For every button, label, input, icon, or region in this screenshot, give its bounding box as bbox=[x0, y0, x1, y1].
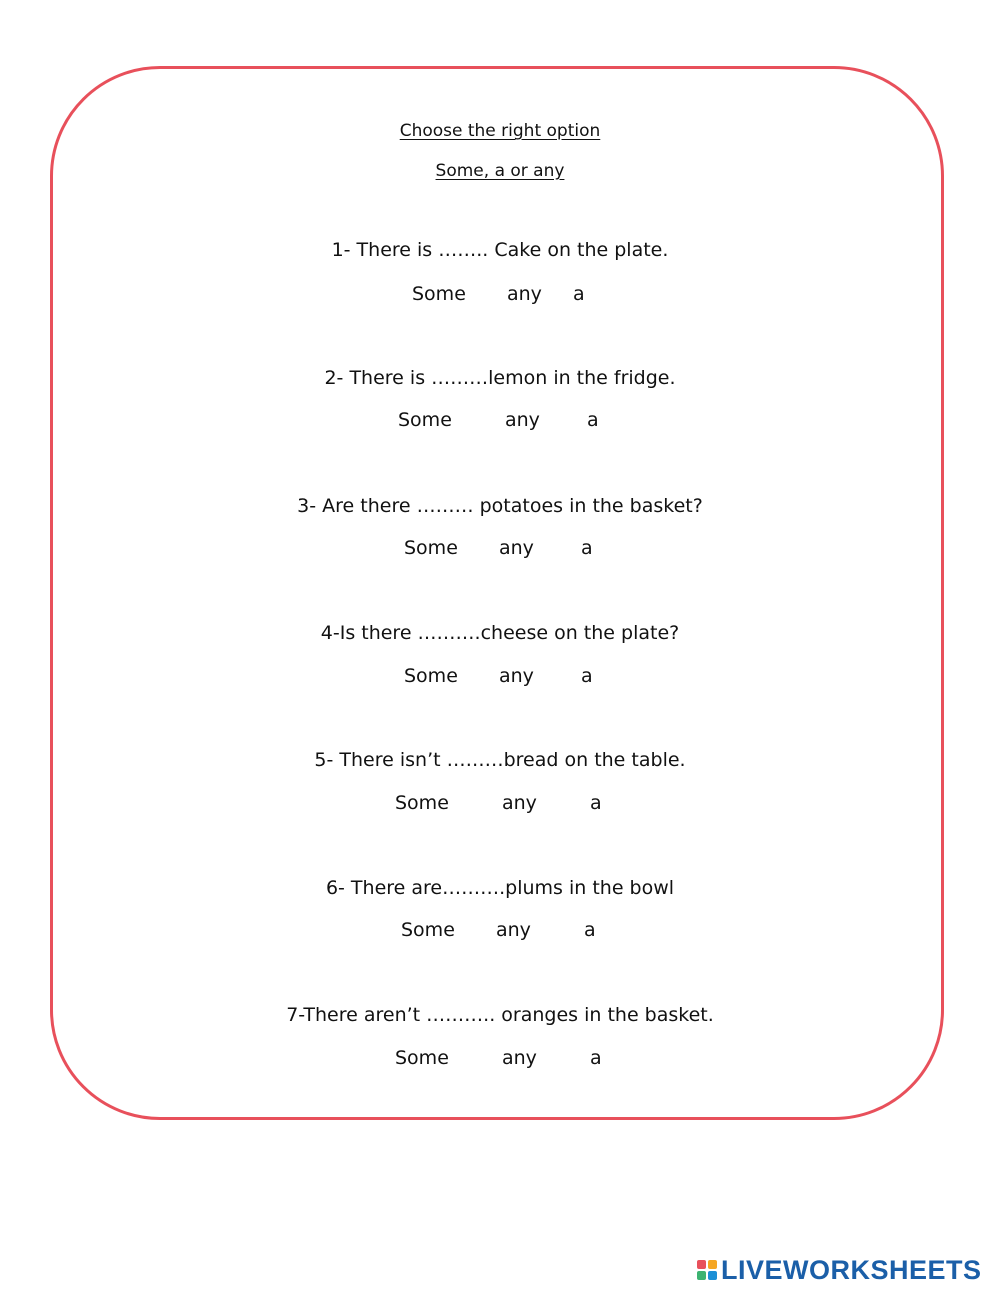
option-any[interactable]: any bbox=[496, 919, 531, 941]
option-any[interactable]: any bbox=[502, 792, 537, 814]
option-a[interactable]: a bbox=[581, 537, 593, 559]
option-some[interactable]: Some bbox=[412, 283, 466, 305]
question-2: 2- There is ………lemon in the fridge. bbox=[324, 367, 676, 389]
option-some[interactable]: Some bbox=[401, 919, 455, 941]
option-a[interactable]: a bbox=[590, 1047, 602, 1069]
question-7: 7-There aren’t ……….. oranges in the basket. bbox=[286, 1004, 714, 1026]
worksheet-subtitle: Some, a or any bbox=[435, 161, 565, 181]
liveworksheets-logo-icon bbox=[697, 1260, 717, 1280]
option-a[interactable]: a bbox=[584, 919, 596, 941]
option-any[interactable]: any bbox=[502, 1047, 537, 1069]
option-some[interactable]: Some bbox=[395, 1047, 449, 1069]
option-a[interactable]: a bbox=[573, 283, 585, 305]
option-some[interactable]: Some bbox=[404, 665, 458, 687]
question-5: 5- There isn’t ………bread on the table. bbox=[314, 749, 686, 771]
question-1: 1- There is …….. Cake on the plate. bbox=[331, 239, 669, 261]
option-a[interactable]: a bbox=[581, 665, 593, 687]
worksheet-title: Choose the right option bbox=[399, 121, 601, 141]
option-any[interactable]: any bbox=[499, 537, 534, 559]
question-4: 4-Is there ……….cheese on the plate? bbox=[320, 622, 680, 644]
worksheet-border bbox=[50, 66, 944, 1120]
option-some[interactable]: Some bbox=[404, 537, 458, 559]
option-some[interactable]: Some bbox=[398, 409, 452, 431]
liveworksheets-logo bbox=[697, 1256, 982, 1284]
brand-name: LIVEWORKSHEETS bbox=[721, 1254, 982, 1285]
option-a[interactable]: a bbox=[590, 792, 602, 814]
question-3: 3- Are there ……… potatoes in the basket? bbox=[297, 495, 703, 517]
question-6: 6- There are……….plums in the bowl bbox=[325, 877, 675, 899]
option-a[interactable]: a bbox=[587, 409, 599, 431]
option-any[interactable]: any bbox=[499, 665, 534, 687]
option-any[interactable]: any bbox=[505, 409, 540, 431]
option-some[interactable]: Some bbox=[395, 792, 449, 814]
option-any[interactable]: any bbox=[507, 283, 542, 305]
